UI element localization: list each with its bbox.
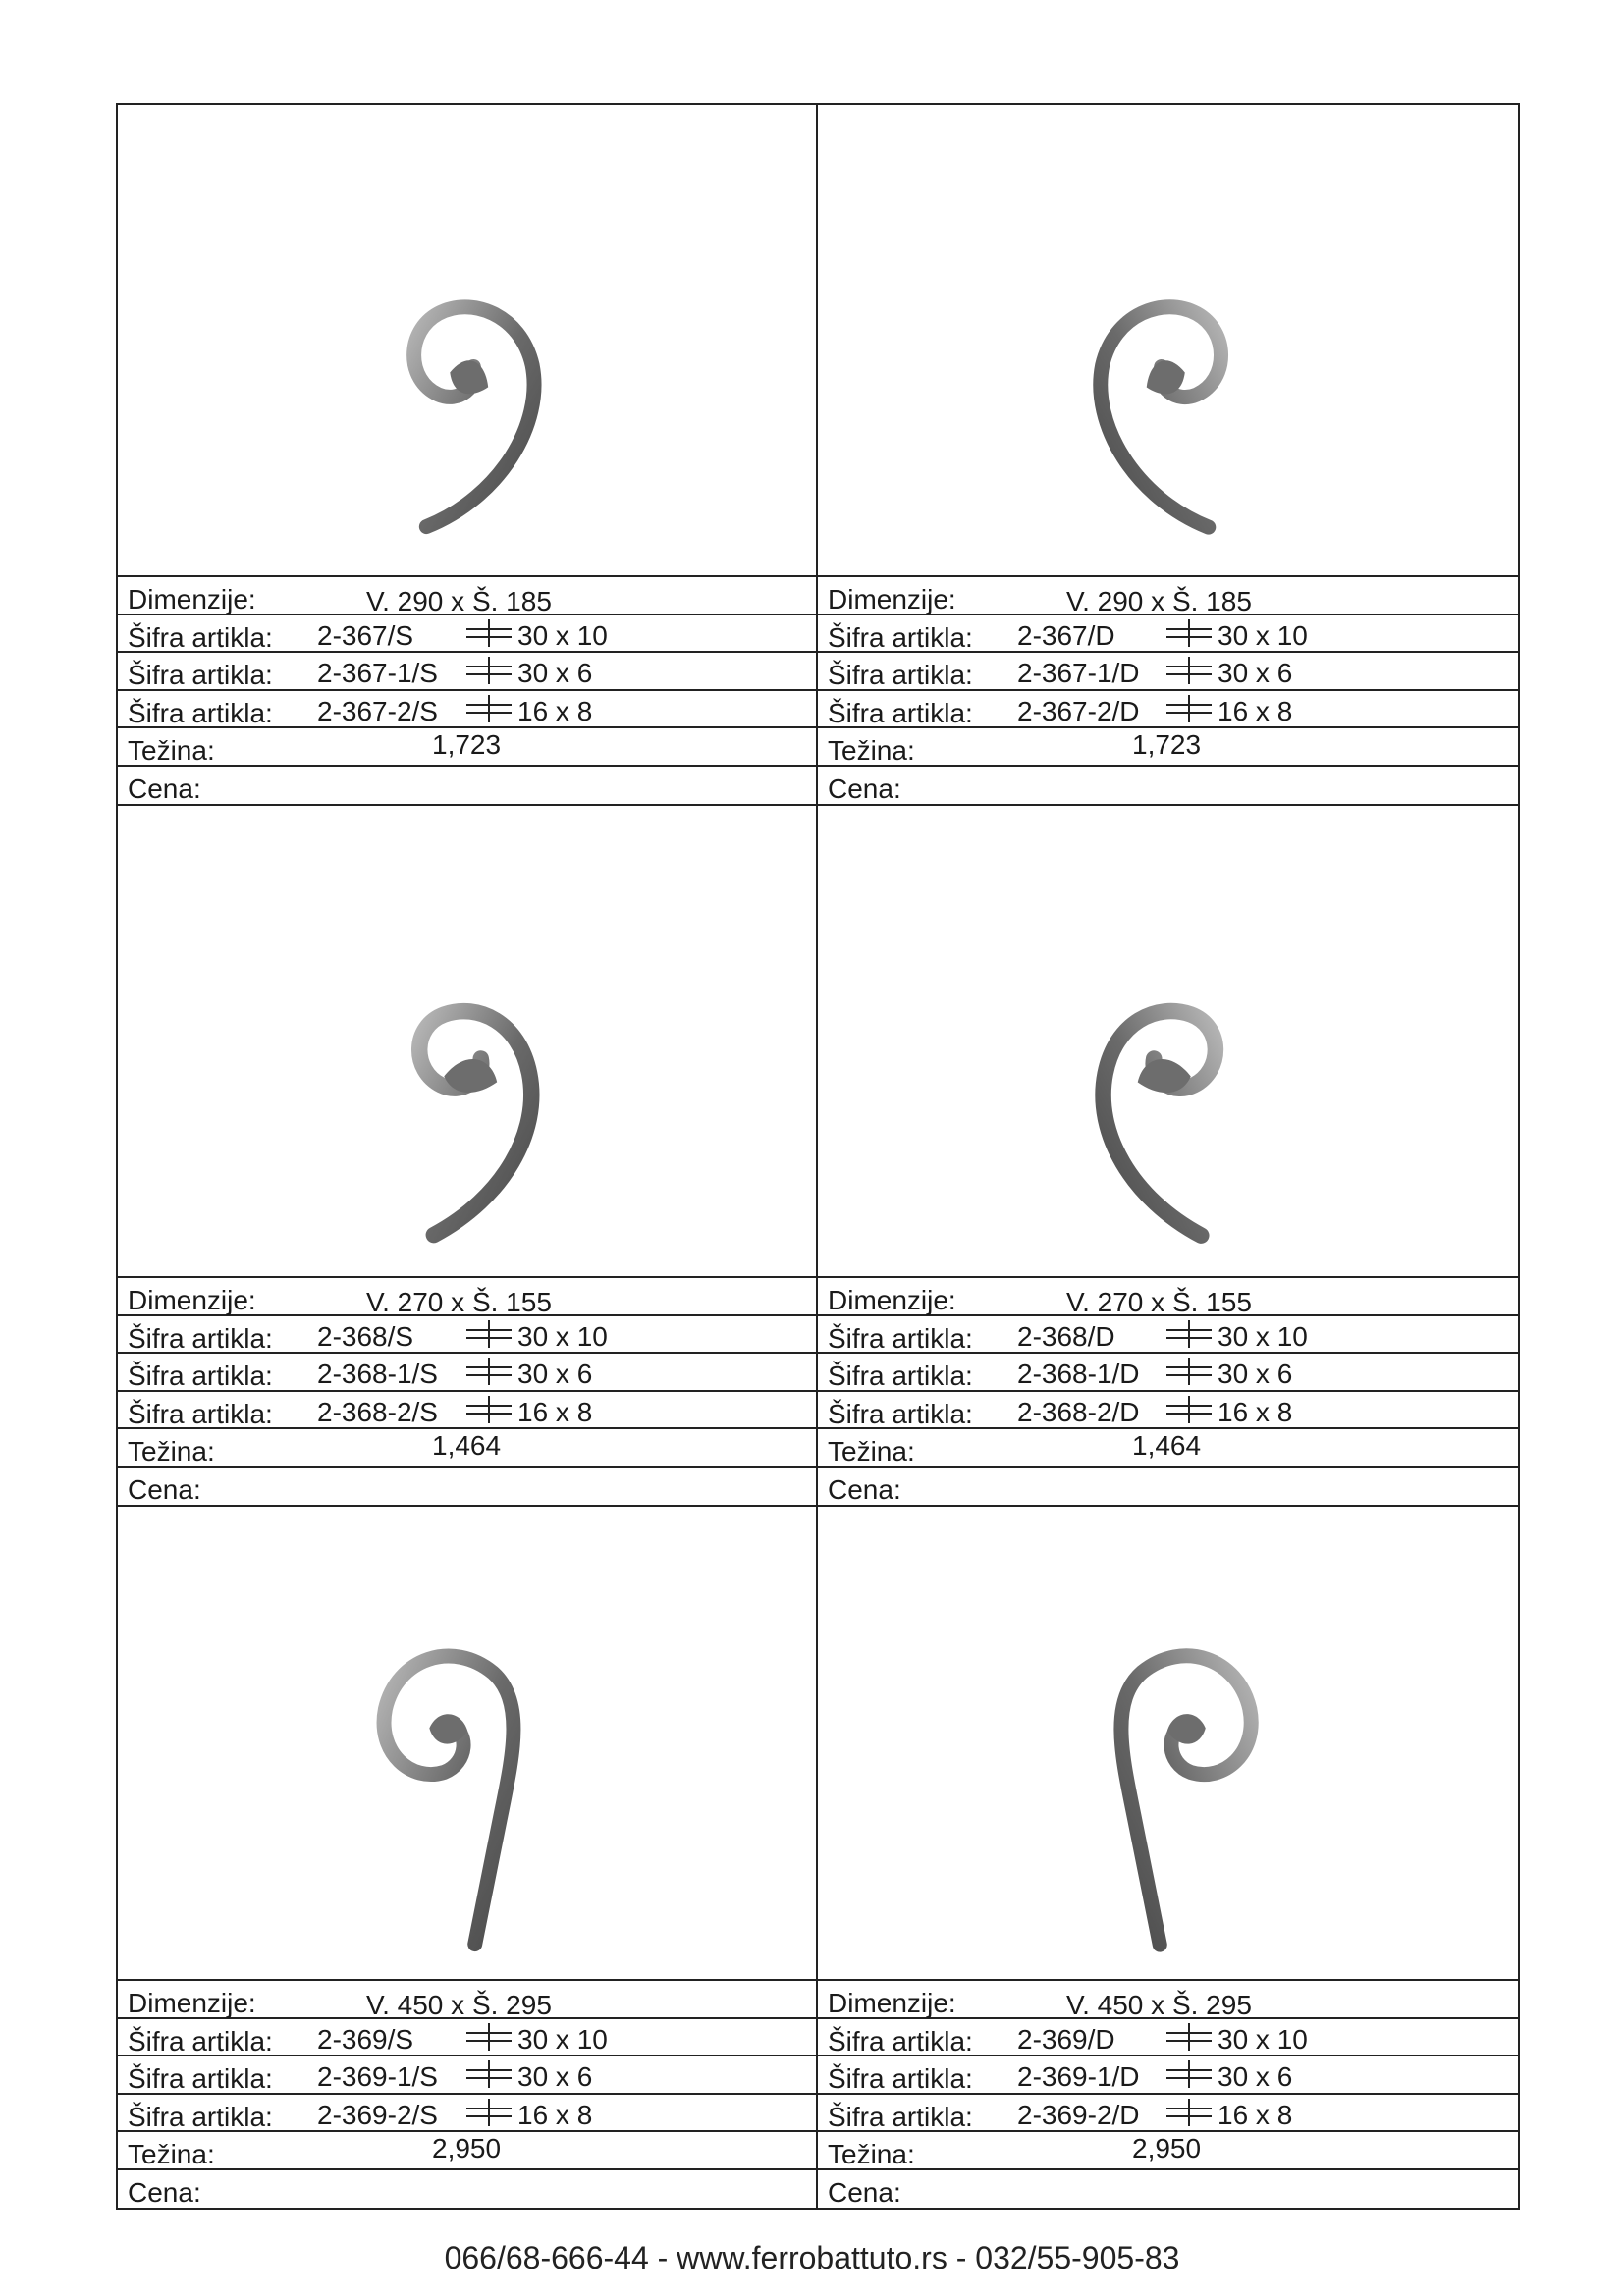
profile-size: 30 x 6: [1218, 1359, 1293, 1389]
profile-cross-icon: [1166, 695, 1212, 722]
code-label: Šifra artikla:: [128, 2063, 273, 2094]
dimensions-value: V. 290 x Š. 185: [1066, 586, 1252, 616]
code-label: Šifra artikla:: [828, 2101, 973, 2132]
article-code: 2-367-2/S: [317, 695, 438, 726]
dimensions-value: V. 270 x Š. 155: [1066, 1287, 1252, 1317]
profile-cross-icon: [1166, 2099, 1212, 2126]
dimensions-row: [818, 1981, 1518, 2019]
profile-cross-icon: [1166, 1320, 1212, 1348]
weight-label: Težina:: [828, 735, 915, 766]
product-image: [818, 1507, 1518, 1981]
code-label: Šifra artikla:: [128, 697, 273, 728]
code-label: Šifra artikla:: [128, 2101, 273, 2132]
price-row: [118, 1468, 816, 1506]
article-code: 2-369/D: [1017, 2023, 1115, 2055]
weight-value: 2,950: [1132, 2133, 1202, 2163]
product-card: [118, 806, 818, 1507]
code-row: [818, 615, 1518, 654]
profile-size: 30 x 10: [1218, 2023, 1308, 2055]
profile-size: 30 x 6: [517, 2061, 593, 2092]
code-row: [818, 2095, 1518, 2133]
code-label: Šifra artikla:: [828, 621, 973, 653]
product-image: [118, 1507, 816, 1981]
code-row: [818, 1392, 1518, 1430]
code-row: [118, 2019, 816, 2057]
weight-label: Težina:: [128, 1436, 215, 1467]
weight-label: Težina:: [128, 735, 215, 766]
dimensions-row: [818, 577, 1518, 615]
profile-size: 16 x 8: [1218, 2099, 1293, 2130]
code-row: [118, 2095, 816, 2133]
weight-row: [118, 1429, 816, 1468]
weight-row: [118, 2132, 816, 2170]
price-label: Cena:: [828, 2176, 901, 2208]
weight-value: 1,723: [1132, 729, 1202, 760]
code-row: [118, 1354, 816, 1392]
profile-size: 30 x 6: [517, 1359, 593, 1389]
code-row: [818, 691, 1518, 729]
dimensions-label: Dimenzije:: [828, 1285, 956, 1315]
price-label: Cena:: [128, 773, 201, 804]
code-row: [118, 691, 816, 729]
code-label: Šifra artikla:: [128, 2025, 273, 2056]
code-row: [818, 2056, 1518, 2095]
profile-size: 30 x 10: [1218, 1320, 1308, 1352]
code-label: Šifra artikla:: [828, 660, 973, 690]
code-label: Šifra artikla:: [828, 1398, 973, 1429]
profile-size: 16 x 8: [517, 1396, 593, 1427]
dimensions-label: Dimenzije:: [128, 584, 256, 614]
dimensions-label: Dimenzije:: [128, 1285, 256, 1315]
profile-cross-icon: [1166, 2023, 1212, 2051]
profile-cross-icon: [466, 1320, 512, 1348]
article-code: 2-367-2/D: [1017, 695, 1140, 726]
price-row: [118, 2170, 816, 2209]
dimensions-value: V. 290 x Š. 185: [366, 586, 552, 616]
profile-cross-icon: [466, 2023, 512, 2051]
article-code: 2-368-1/S: [317, 1359, 438, 1389]
profile-cross-icon: [466, 2060, 512, 2088]
product-image: [118, 806, 816, 1278]
profile-cross-icon: [1166, 657, 1212, 684]
price-row: [118, 767, 816, 805]
product-image: [818, 806, 1518, 1278]
product-card: [118, 1507, 818, 2208]
profile-cross-icon: [466, 1396, 512, 1423]
code-label: Šifra artikla:: [128, 1361, 273, 1391]
code-row: [818, 653, 1518, 691]
profile-cross-icon: [1166, 1358, 1212, 1385]
code-row: [818, 1316, 1518, 1355]
weight-row: [818, 2132, 1518, 2170]
article-code: 2-367/S: [317, 619, 414, 651]
profile-size: 16 x 8: [1218, 1396, 1293, 1427]
dimensions-label: Dimenzije:: [828, 584, 956, 614]
article-code: 2-368-2/D: [1017, 1396, 1140, 1427]
dimensions-label: Dimenzije:: [828, 1988, 956, 2018]
profile-size: 16 x 8: [1218, 695, 1293, 726]
article-code: 2-369-1/S: [317, 2061, 438, 2092]
code-row: [118, 615, 816, 654]
dimensions-row: [118, 1278, 816, 1316]
price-row: [818, 2170, 1518, 2209]
catalog-grid: [116, 103, 1520, 2210]
product-image: [818, 105, 1518, 577]
code-label: Šifra artikla:: [828, 697, 973, 728]
code-label: Šifra artikla:: [128, 660, 273, 690]
dimensions-value: V. 450 x Š. 295: [366, 1990, 552, 2020]
weight-row: [118, 728, 816, 767]
weight-label: Težina:: [828, 2139, 915, 2169]
article-code: 2-369/S: [317, 2023, 414, 2055]
price-label: Cena:: [128, 1473, 201, 1505]
dimensions-row: [118, 1981, 816, 2019]
price-row: [818, 767, 1518, 805]
dimensions-row: [118, 577, 816, 615]
article-code: 2-369-2/D: [1017, 2099, 1140, 2130]
dimensions-value: V. 450 x Š. 295: [1066, 1990, 1252, 2020]
article-code: 2-367/D: [1017, 619, 1115, 651]
article-code: 2-367-1/D: [1017, 658, 1140, 688]
profile-cross-icon: [1166, 619, 1212, 647]
dimensions-row: [818, 1278, 1518, 1316]
code-label: Šifra artikla:: [828, 1322, 973, 1354]
article-code: 2-369-2/S: [317, 2099, 438, 2130]
code-row: [118, 1316, 816, 1355]
article-code: 2-367-1/S: [317, 658, 438, 688]
code-label: Šifra artikla:: [828, 2025, 973, 2056]
product-card: [818, 1507, 1518, 2208]
profile-size: 30 x 6: [1218, 658, 1293, 688]
footer-contact: 066/68-666-44 - www.ferrobattuto.rs - 032/55-905-83: [444, 2240, 1180, 2275]
product-card: [118, 105, 818, 806]
price-label: Cena:: [828, 773, 901, 804]
profile-cross-icon: [1166, 2060, 1212, 2088]
code-label: Šifra artikla:: [128, 1398, 273, 1429]
profile-size: 30 x 10: [517, 1320, 608, 1352]
weight-label: Težina:: [828, 1436, 915, 1467]
profile-cross-icon: [466, 619, 512, 647]
product-card: [818, 105, 1518, 806]
article-code: 2-368/D: [1017, 1320, 1115, 1352]
code-row: [118, 2056, 816, 2095]
profile-size: 30 x 6: [517, 658, 593, 688]
weight-value: 1,723: [432, 729, 502, 760]
profile-cross-icon: [466, 657, 512, 684]
code-row: [818, 2019, 1518, 2057]
weight-row: [818, 728, 1518, 767]
code-row: [118, 1392, 816, 1430]
code-label: Šifra artikla:: [828, 1361, 973, 1391]
profile-cross-icon: [466, 1358, 512, 1385]
dimensions-label: Dimenzije:: [128, 1988, 256, 2018]
weight-label: Težina:: [128, 2139, 215, 2169]
profile-cross-icon: [466, 2099, 512, 2126]
weight-value: 1,464: [432, 1430, 502, 1461]
code-label: Šifra artikla:: [128, 621, 273, 653]
price-label: Cena:: [828, 1473, 901, 1505]
dimensions-value: V. 270 x Š. 155: [366, 1287, 552, 1317]
price-row: [818, 1468, 1518, 1506]
product-card: [818, 806, 1518, 1507]
profile-size: 30 x 10: [517, 2023, 608, 2055]
article-code: 2-368-2/S: [317, 1396, 438, 1427]
price-label: Cena:: [128, 2176, 201, 2208]
code-label: Šifra artikla:: [128, 1322, 273, 1354]
profile-cross-icon: [1166, 1396, 1212, 1423]
profile-size: 30 x 10: [517, 619, 608, 651]
profile-cross-icon: [466, 695, 512, 722]
weight-value: 1,464: [1132, 1430, 1202, 1461]
profile-size: 30 x 6: [1218, 2061, 1293, 2092]
code-row: [118, 653, 816, 691]
profile-size: 16 x 8: [517, 695, 593, 726]
weight-value: 2,950: [432, 2133, 502, 2163]
profile-size: 16 x 8: [517, 2099, 593, 2130]
article-code: 2-368/S: [317, 1320, 414, 1352]
weight-row: [818, 1429, 1518, 1468]
profile-size: 30 x 10: [1218, 619, 1308, 651]
code-row: [818, 1354, 1518, 1392]
product-image: [118, 105, 816, 577]
article-code: 2-368-1/D: [1017, 1359, 1140, 1389]
article-code: 2-369-1/D: [1017, 2061, 1140, 2092]
code-label: Šifra artikla:: [828, 2063, 973, 2094]
